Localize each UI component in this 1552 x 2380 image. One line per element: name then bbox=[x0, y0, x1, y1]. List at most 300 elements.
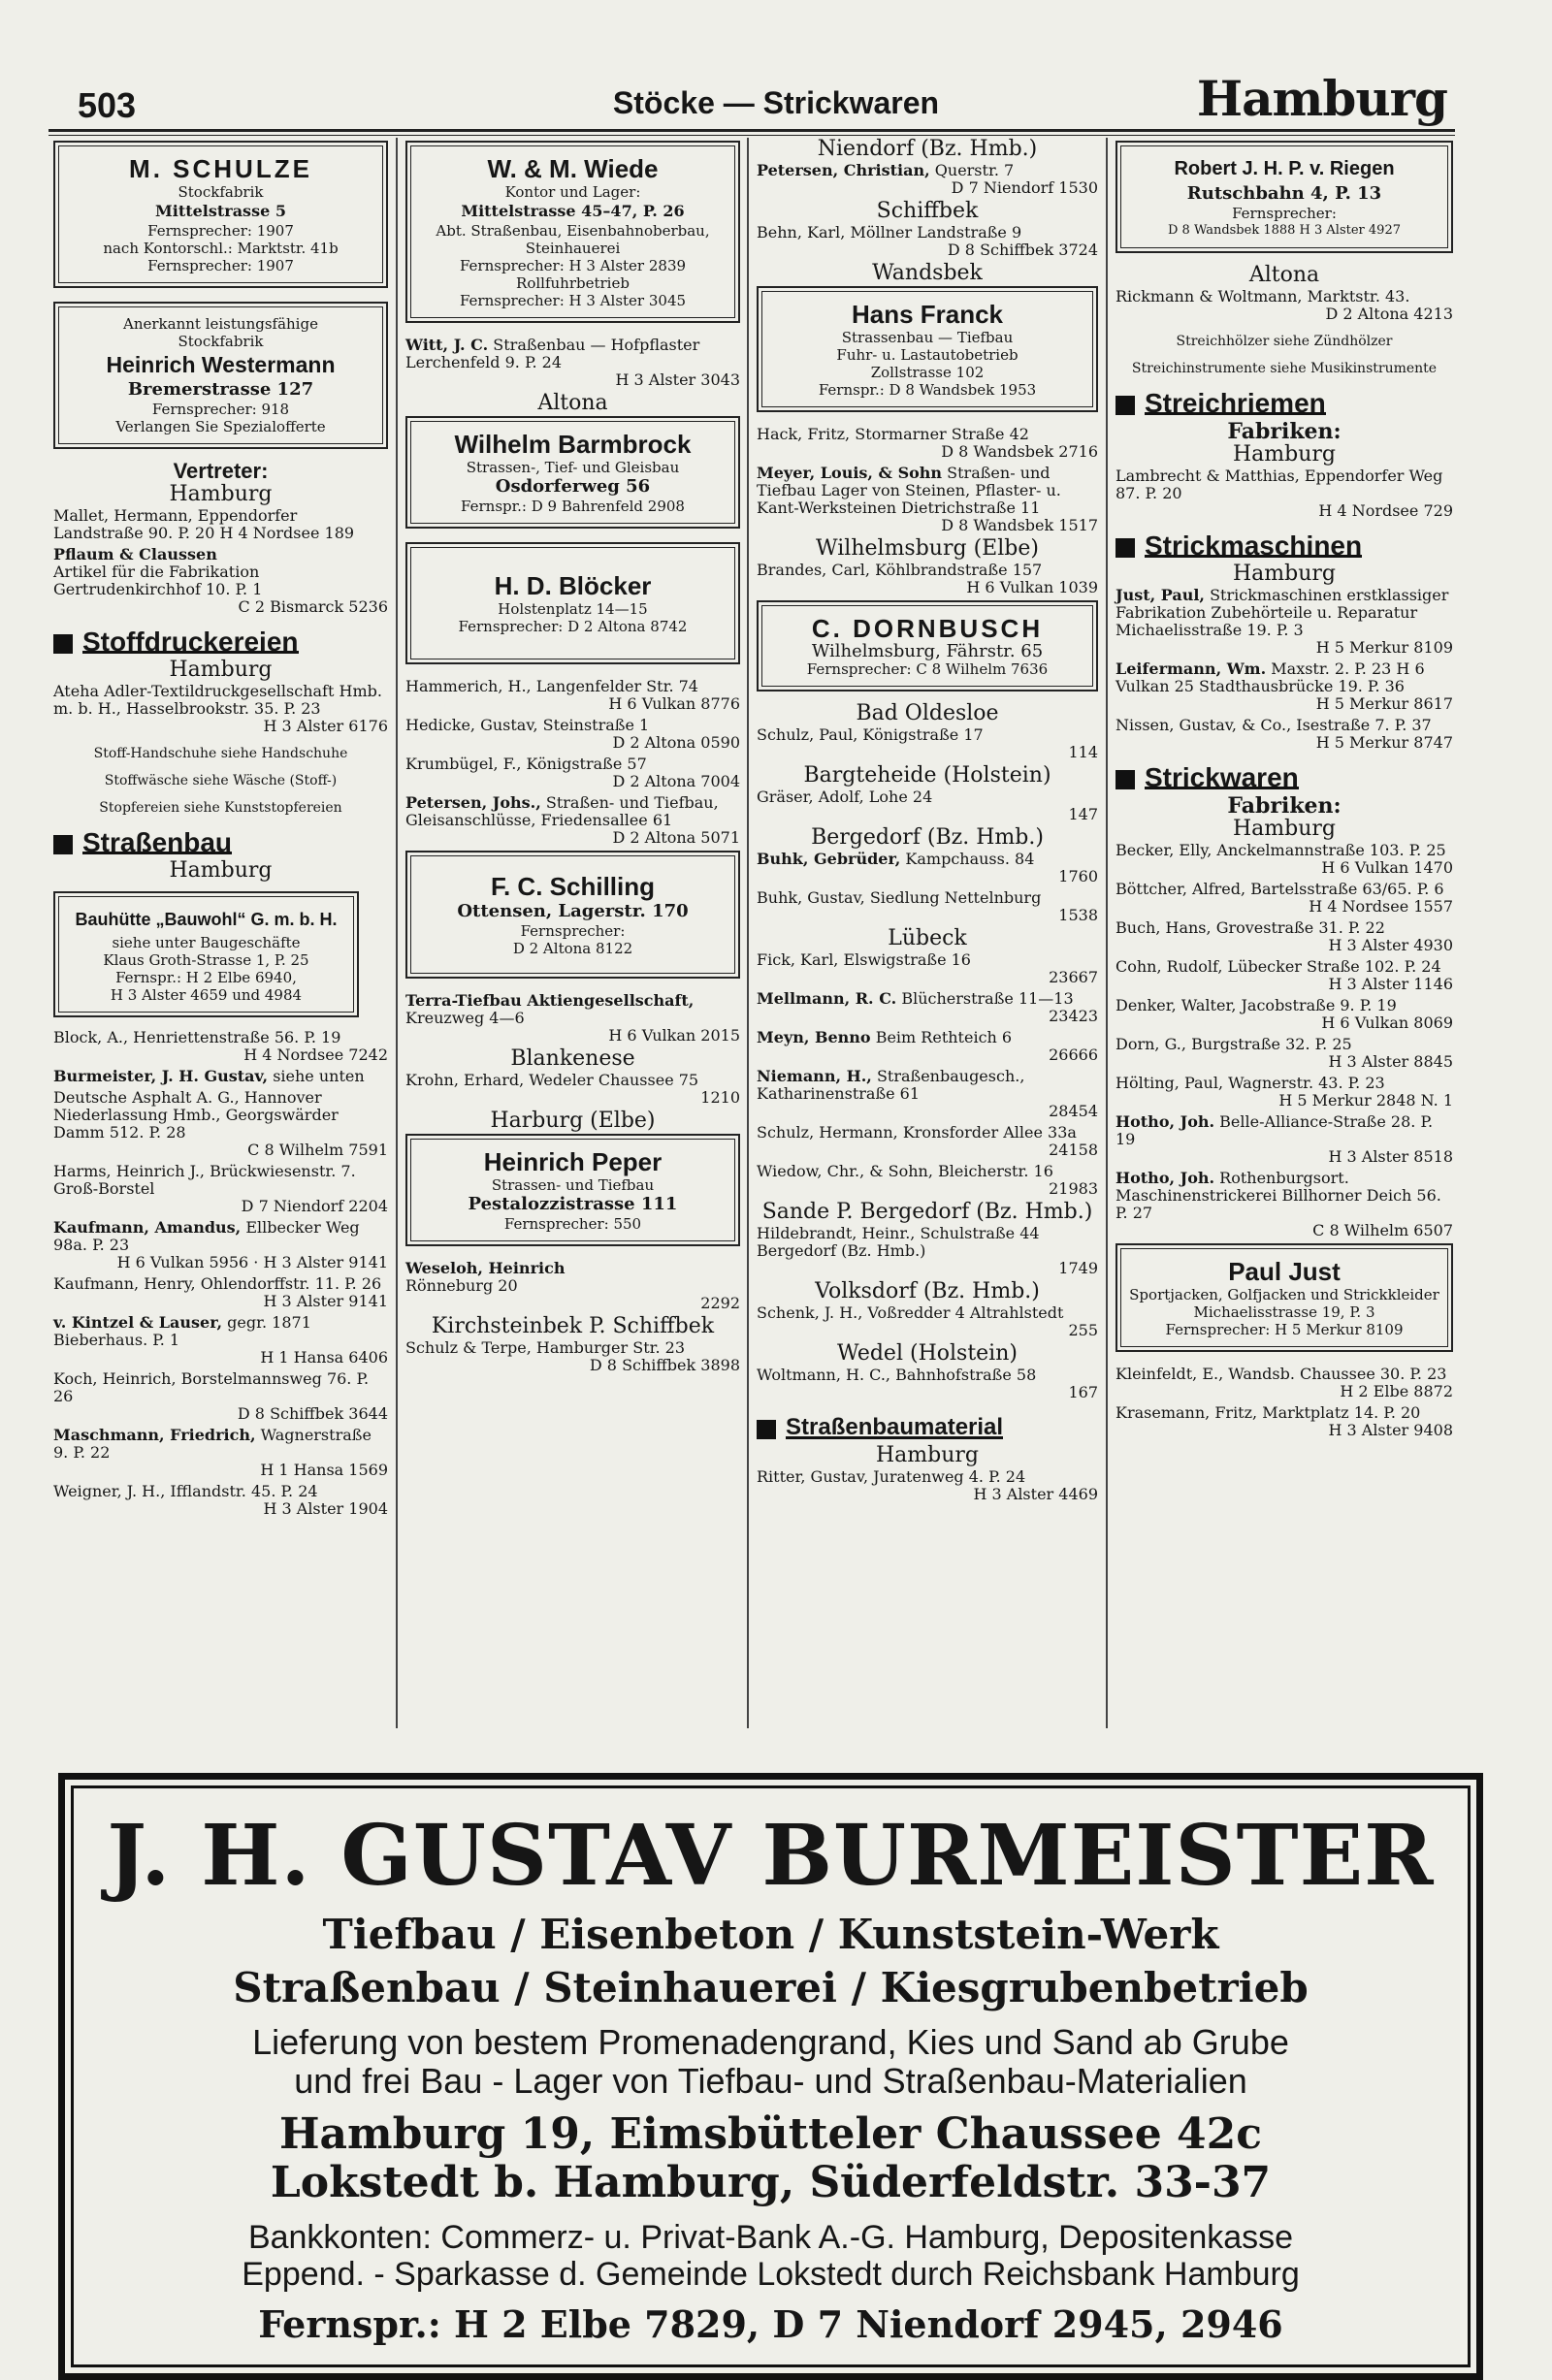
ad-line: Fernsprecher: H 3 Alster 3045 bbox=[459, 292, 687, 309]
square-bullet-icon bbox=[53, 634, 73, 654]
entry-name: Koch, Heinrich, bbox=[53, 1369, 177, 1388]
list-item bbox=[757, 1367, 1098, 1401]
ad-phone: Fernspr.: H 2 Elbe 7829, D 7 Niendorf 2945, 2946 bbox=[258, 2302, 1283, 2346]
list-item bbox=[757, 224, 1098, 259]
column-3 bbox=[757, 137, 1098, 1507]
entry-phone: H 5 Merkur 2848 N. 1 bbox=[1278, 1091, 1453, 1110]
ad-line: Mittelstrasse 5 bbox=[155, 202, 286, 220]
entry-name: Petersen, Johs., bbox=[405, 793, 541, 812]
city-heading: Altona bbox=[1248, 263, 1320, 287]
entry-phone: 21983 bbox=[1049, 1179, 1098, 1198]
ad-line: Fernspr.: H 2 Elbe 6940, bbox=[115, 969, 297, 986]
entry-name: Meyn, Benno bbox=[757, 1028, 871, 1046]
list-item bbox=[757, 726, 1098, 761]
list-item bbox=[405, 337, 740, 389]
list-item bbox=[1116, 587, 1453, 657]
entry-phone: H 4 Nordsee 729 bbox=[1318, 501, 1453, 520]
list-item bbox=[1116, 881, 1453, 916]
ad-title: H. D. Blöcker bbox=[494, 571, 652, 600]
entry-phone: H 6 Vulkan 2015 bbox=[608, 1026, 740, 1045]
list-item bbox=[405, 794, 740, 847]
entry-name: Pflaum & Claussen bbox=[53, 545, 217, 563]
list-item bbox=[1116, 1366, 1453, 1400]
entry-text: Hannover Niederlassung Hmb., Georgswärder Damm 512. P. 28 bbox=[53, 1088, 339, 1142]
list-item bbox=[53, 1314, 388, 1367]
ad-title: C. DORNBUSCH bbox=[811, 614, 1044, 643]
ad-line: Fernsprecher: H 5 Merkur 8109 bbox=[1165, 1321, 1404, 1338]
entry-text: Schenk, J. H., Voßredder 4 Altrahlstedt bbox=[757, 1303, 1064, 1322]
entry-name: Krumbügel, F., bbox=[405, 755, 522, 773]
entry-text: Gräser, Adolf, Lohe 24 bbox=[757, 788, 933, 806]
entry-name: Niemann, H., bbox=[757, 1067, 872, 1085]
entry-text: Schulz, Paul, Königstraße 17 bbox=[757, 725, 984, 744]
list-item bbox=[1116, 660, 1453, 713]
section-heading bbox=[1116, 531, 1453, 561]
list-item bbox=[405, 992, 740, 1045]
entry-phone: H 3 Alster 9408 bbox=[1328, 1421, 1453, 1439]
ad-delivery-1: Lieferung von bestem Promenadengrand, Kies und Sand ab Grube bbox=[252, 2022, 1289, 2062]
entry-name: Burmeister, J. H. Gustav, bbox=[53, 1067, 269, 1085]
entry-phone: 255 bbox=[1068, 1321, 1098, 1339]
entry-name: Leifermann, Wm. bbox=[1116, 659, 1267, 678]
section-title: Stoffdruckereien bbox=[82, 627, 299, 657]
list-item bbox=[53, 1029, 388, 1064]
list-item bbox=[757, 788, 1098, 823]
ad-box-dornbusch bbox=[757, 600, 1098, 691]
entry-phone: H 2 Elbe 8872 bbox=[1340, 1382, 1453, 1400]
list-item: Mallet, Hermann, Eppendorfer Landstraße 90. P. 20 H 4 Nordsee 189 bbox=[53, 506, 355, 542]
list-item bbox=[757, 1029, 1098, 1064]
section-title: Strickmaschinen bbox=[1145, 531, 1363, 561]
ad-line: Sportjacken, Golfjacken und Strickkleider bbox=[1129, 1286, 1439, 1303]
list-item bbox=[1116, 467, 1453, 520]
entry-name: Denker, Walter, bbox=[1116, 996, 1237, 1014]
entry-phone: H 3 Alster 8845 bbox=[1328, 1052, 1453, 1071]
ad-line: Mittelstrasse 45–47, P. 26 bbox=[461, 202, 685, 220]
square-bullet-icon bbox=[1116, 396, 1135, 415]
entry-phone: D 8 Schiffbek 3898 bbox=[589, 1356, 740, 1374]
section-heading bbox=[757, 1414, 1098, 1440]
ad-line: Fernsprecher: 918 bbox=[151, 401, 290, 418]
list-item bbox=[1116, 288, 1453, 323]
ad-title: Heinrich Westermann bbox=[106, 352, 336, 377]
ad-line: Rollfuhrbetrieb bbox=[516, 274, 630, 292]
entry-text: Elswigstraße 16 bbox=[843, 950, 971, 969]
city-heading: Wandsbek bbox=[872, 261, 983, 285]
ad-line: Fernsprecher: bbox=[1232, 205, 1337, 222]
entry-name: Weigner, J. H., bbox=[53, 1482, 166, 1500]
list-item bbox=[757, 1163, 1098, 1198]
city-heading: Hamburg bbox=[1232, 442, 1336, 466]
header-city: Hamburg bbox=[1196, 70, 1447, 127]
section-heading bbox=[1116, 388, 1453, 418]
entry-text: Henriettenstraße 56. P. 19 bbox=[133, 1028, 341, 1046]
ad-box-franck bbox=[757, 286, 1098, 412]
entry-text: Brückwiesenstr. 7. Groß-Borstel bbox=[53, 1162, 356, 1198]
entry-name: Hammerich, H., bbox=[405, 677, 532, 695]
entry-text: Belle-Alliance-Straße 28. P. 19 bbox=[1116, 1112, 1434, 1148]
entry-phone: 28454 bbox=[1049, 1102, 1098, 1120]
ad-services-1: Tiefbau / Eisenbeton / Kunststein-Werk bbox=[322, 1911, 1219, 1958]
entry-name: Hedicke, Gustav, bbox=[405, 716, 538, 734]
square-bullet-icon bbox=[53, 835, 73, 854]
entry-phone: D 2 Altona 5071 bbox=[612, 828, 740, 847]
list-item bbox=[1116, 1075, 1453, 1110]
list-item bbox=[405, 678, 740, 713]
entry-name: Krasemann, Fritz, bbox=[1116, 1403, 1258, 1422]
entry-text: Artikel für die Fabrikation Gertrudenkirchhof 10. P. 1 bbox=[53, 563, 263, 598]
ad-line: Fernsprecher: bbox=[520, 922, 626, 940]
entry-text: Straßenbau — Hofpflaster Lerchenfeld 9. P. 24 bbox=[405, 336, 700, 371]
city-heading: Hamburg bbox=[169, 858, 273, 883]
list-item bbox=[405, 1339, 740, 1374]
section-title: Strickwaren bbox=[1145, 762, 1299, 792]
entry-phone: C 2 Bismarck 5236 bbox=[238, 597, 388, 616]
ad-line: Zollstrasse 102 bbox=[870, 364, 985, 381]
burmeister-advertisement bbox=[58, 1773, 1483, 2380]
entry-name: Schulz, Hermann, bbox=[757, 1123, 898, 1142]
ad-line: Rutschbahn 4, P. 13 bbox=[1186, 183, 1382, 204]
entry-phone: H 3 Alster 4469 bbox=[973, 1485, 1098, 1503]
entry-name: Krohn, Erhard, bbox=[405, 1071, 525, 1089]
ad-title: W. & M. Wiede bbox=[487, 154, 659, 183]
entry-phone: H 3 Alster 6176 bbox=[263, 717, 388, 735]
list-item bbox=[757, 162, 1098, 197]
ad-line: Abt. Straßenbau, Eisenbahnoberbau, Steinhauerei bbox=[436, 222, 710, 257]
entry-phone: 114 bbox=[1068, 743, 1098, 761]
ad-title: M. SCHULZE bbox=[129, 154, 312, 183]
entry-phone: C 8 Wilhelm 6507 bbox=[1312, 1221, 1453, 1239]
section-title: Straßenbaumaterial bbox=[786, 1414, 1004, 1440]
entry-phone: 1760 bbox=[1058, 867, 1098, 885]
entry-name: Becker, Elly, bbox=[1116, 841, 1212, 859]
entry-text: Woltmann, H. C., Bahnhofstraße 58 bbox=[757, 1366, 1037, 1384]
entry-text: Wedeler Chaussee 75 bbox=[529, 1071, 699, 1089]
list-item bbox=[53, 1219, 388, 1271]
entry-phone: H 6 Vulkan 8069 bbox=[1321, 1013, 1453, 1032]
ad-line: Holstenplatz 14—15 bbox=[498, 600, 648, 618]
list-item bbox=[757, 990, 1098, 1025]
ad-line: siehe unter Baugeschäfte bbox=[112, 934, 301, 951]
entry-phone: H 3 Alster 3043 bbox=[615, 370, 740, 389]
entry-phone: D 8 Wandsbek 1517 bbox=[941, 516, 1098, 534]
ad-box-bauhuette bbox=[53, 891, 359, 1017]
city-heading: Schiffbek bbox=[876, 199, 979, 223]
list-item bbox=[53, 1068, 388, 1085]
ad-box-peper bbox=[405, 1134, 740, 1246]
entry-text: Lübecker Straße 102. P. 24 bbox=[1227, 957, 1441, 976]
entry-name: Buch, Hans, bbox=[1116, 918, 1212, 937]
list-item bbox=[53, 1483, 388, 1518]
entry-phone: 2292 bbox=[700, 1294, 740, 1312]
entry-name: Meyer, Louis, & Sohn bbox=[757, 464, 943, 482]
list-item bbox=[757, 1468, 1098, 1503]
city-heading: Lübeck bbox=[888, 926, 967, 950]
ad-line: Kontor und Lager: bbox=[504, 183, 641, 201]
vertreter-heading: Vertreter: bbox=[173, 459, 269, 483]
entry-text: Kampchauss. 84 bbox=[905, 850, 1035, 868]
ad-line: Stockfabrik bbox=[178, 183, 264, 201]
entry-name: v. Kintzel & Lauser, bbox=[53, 1313, 223, 1332]
ad-line: Bremerstrasse 127 bbox=[127, 379, 314, 400]
list-item bbox=[1116, 919, 1453, 954]
ad-delivery-2: und frei Bau - Lager von Tiefbau- und Straßenbau-Materialien bbox=[294, 2061, 1247, 2101]
entry-phone: 1538 bbox=[1058, 906, 1098, 924]
entry-text: Bartelsstraße 63/65. P. 6 bbox=[1250, 880, 1444, 898]
ad-line: Fernsprecher: 1907 bbox=[147, 222, 294, 240]
entry-name: Cohn, Rudolf, bbox=[1116, 957, 1223, 976]
list-item bbox=[757, 889, 1098, 924]
list-item bbox=[1116, 1404, 1453, 1439]
list-item bbox=[53, 546, 388, 616]
entry-phone: 147 bbox=[1068, 805, 1098, 823]
entry-phone: H 6 Vulkan 8776 bbox=[608, 694, 740, 713]
list-item bbox=[757, 1225, 1098, 1277]
list-item bbox=[53, 683, 388, 735]
entry-text: Ifflandstr. 45. P. 24 bbox=[170, 1482, 318, 1500]
city-heading: Kirchsteinbek P. Schiffbek bbox=[431, 1314, 715, 1338]
ad-box-barmbrock bbox=[405, 416, 740, 529]
city-heading: Hamburg bbox=[1232, 562, 1336, 586]
ad-line: Strassenbau — Tiefbau bbox=[841, 329, 1014, 346]
entry-name: Hotho, Joh. bbox=[1116, 1112, 1215, 1131]
entry-text: Querstr. 7 bbox=[934, 161, 1015, 179]
entry-name: Kleinfeldt, E., bbox=[1116, 1365, 1224, 1383]
entry-text: Steinstraße 1 bbox=[542, 716, 650, 734]
entry-name: Block, A., bbox=[53, 1028, 129, 1046]
list-item bbox=[405, 756, 740, 790]
entry-text: Rothenburgsort. Maschinenstrickerei Billhorner Deich 56. P. 27 bbox=[1116, 1169, 1441, 1222]
column-2 bbox=[405, 141, 740, 1378]
ad-box-schilling bbox=[405, 851, 740, 979]
entry-phone: H 5 Merkur 8109 bbox=[1315, 638, 1453, 657]
entry-text: siehe unten bbox=[273, 1067, 365, 1085]
column-divider bbox=[747, 138, 749, 1728]
entry-text: Wagnerstr. 43. P. 23 bbox=[1228, 1074, 1385, 1092]
ad-line: Fernsprecher: 1907 bbox=[147, 257, 294, 274]
entry-text: Ohlendorffstr. 11. P. 26 bbox=[200, 1274, 382, 1293]
cross-reference: Stoffwäsche siehe Wäsche (Stoff-) bbox=[104, 773, 338, 788]
ad-title: Paul Just bbox=[1228, 1257, 1341, 1286]
list-item bbox=[1116, 842, 1453, 877]
city-heading: Bergedorf (Bz. Hmb.) bbox=[811, 825, 1044, 850]
list-item bbox=[1116, 997, 1453, 1032]
entry-text: Buhk, Gustav, Siedlung Nettelnburg bbox=[757, 888, 1042, 907]
section-heading bbox=[53, 827, 388, 857]
ad-line: Fernspr.: D 8 Wandsbek 1953 bbox=[818, 381, 1037, 399]
column-4 bbox=[1116, 141, 1453, 1443]
column-divider bbox=[1106, 138, 1108, 1728]
cross-reference: Stoff-Handschuhe siehe Handschuhe bbox=[93, 746, 348, 761]
list-item bbox=[53, 1089, 388, 1159]
entry-text: Burgstraße 32. P. 25 bbox=[1191, 1035, 1352, 1053]
city-heading: Bargteheide (Holstein) bbox=[803, 763, 1051, 788]
square-bullet-icon bbox=[1116, 770, 1135, 789]
list-item bbox=[757, 465, 1098, 534]
entry-phone: D 7 Niendorf 2204 bbox=[241, 1197, 388, 1215]
entry-phone: H 1 Hansa 1569 bbox=[260, 1461, 388, 1479]
list-item bbox=[53, 1427, 388, 1479]
entry-phone: C 8 Wilhelm 7591 bbox=[247, 1141, 388, 1159]
ad-title: Heinrich Peper bbox=[483, 1147, 663, 1176]
list-item bbox=[757, 1068, 1098, 1120]
ad-line: Strassen-, Tief- und Gleisbau bbox=[466, 459, 680, 476]
cross-reference: Streichhölzer siehe Zündhölzer bbox=[1176, 334, 1393, 349]
entry-phone: H 5 Merkur 8617 bbox=[1315, 694, 1453, 713]
city-heading: Blankenese bbox=[510, 1046, 635, 1071]
entry-phone: H 5 Merkur 8747 bbox=[1315, 733, 1453, 752]
list-item bbox=[405, 1072, 740, 1107]
entry-name: Deutsche Asphalt A. G., bbox=[53, 1088, 240, 1107]
square-bullet-icon bbox=[757, 1420, 776, 1439]
ad-title: Robert J. H. P. v. Riegen bbox=[1174, 158, 1395, 179]
entry-name: Witt, J. C. bbox=[405, 336, 489, 354]
entry-name: Böttcher, Alfred, bbox=[1116, 880, 1246, 898]
ad-title: F. C. Schilling bbox=[490, 872, 655, 901]
entry-name: Kaufmann, Henry, bbox=[53, 1274, 196, 1293]
list-item bbox=[757, 426, 1098, 461]
ad-company-name: J. H. GUSTAV BURMEISTER bbox=[107, 1807, 1435, 1905]
entry-text: Königstraße 57 bbox=[526, 755, 647, 773]
subheading: Fabriken: bbox=[1227, 793, 1342, 819]
ad-line: Stockfabrik bbox=[178, 333, 264, 350]
ad-line: Klaus Groth-Strasse 1, P. 25 bbox=[103, 951, 309, 969]
entry-text: Blücherstraße 11—13 bbox=[901, 989, 1074, 1008]
entry-text: Rönneburg 20 bbox=[405, 1276, 518, 1295]
ad-title: Wilhelm Barmbrock bbox=[454, 430, 692, 459]
ad-address-2: Lokstedt b. Hamburg, Süderfeldstr. 33-37 bbox=[270, 2158, 1272, 2207]
city-heading: Hamburg bbox=[169, 482, 273, 506]
ad-line: Strassen- und Tiefbau bbox=[491, 1176, 655, 1194]
entry-phone: H 6 Vulkan 1039 bbox=[966, 578, 1098, 596]
ad-title: Bauhütte „Bauwohl“ G. m. b. H. bbox=[75, 910, 338, 929]
ad-box-wiede bbox=[405, 141, 740, 323]
ad-box-riegen bbox=[1116, 141, 1453, 253]
entry-phone: H 6 Vulkan 1470 bbox=[1321, 858, 1453, 877]
entry-text: Kreuzweg 4—6 bbox=[405, 1009, 525, 1027]
entry-name: Hotho, Joh. bbox=[1116, 1169, 1215, 1187]
page-title: Stöcke — Strickwaren bbox=[612, 85, 940, 120]
entry-text: Wandsb. Chaussee 30. P. 23 bbox=[1228, 1365, 1447, 1383]
ad-line: Wilhelmsburg, Fährstr. 65 bbox=[811, 641, 1044, 661]
entry-phone: H 3 Alster 1904 bbox=[263, 1499, 388, 1518]
city-heading: Hamburg bbox=[1232, 817, 1336, 841]
list-item bbox=[757, 562, 1098, 596]
ad-line: Osdorferweg 56 bbox=[495, 476, 651, 497]
entry-phone: 26666 bbox=[1049, 1045, 1098, 1064]
city-heading: Altona bbox=[537, 391, 608, 415]
cross-reference: Stopfereien siehe Kunststopfereien bbox=[99, 800, 342, 816]
entry-name: Dorn, G., bbox=[1116, 1035, 1186, 1053]
city-heading: Wedel (Holstein) bbox=[837, 1341, 1018, 1366]
section-title: Streichriemen bbox=[1145, 388, 1326, 418]
ad-box-westermann bbox=[53, 302, 388, 449]
entry-text: Grovestraße 31. P. 22 bbox=[1215, 918, 1385, 937]
city-heading: Volksdorf (Bz. Hmb.) bbox=[815, 1279, 1040, 1303]
entry-name: Kaufmann, Amandus, bbox=[53, 1218, 242, 1237]
cross-reference: Streichinstrumente siehe Musikinstrumente bbox=[1131, 361, 1438, 376]
ad-line: D 2 Altona 8122 bbox=[512, 940, 633, 957]
entry-text: Jacobstraße 9. P. 19 bbox=[1241, 996, 1397, 1014]
entry-text: Straßenbaugesch., Katharinenstraße 61 bbox=[757, 1067, 1025, 1103]
ad-line: H 3 Alster 4659 und 4984 bbox=[110, 986, 303, 1004]
city-heading: Wilhelmsburg (Elbe) bbox=[816, 536, 1039, 561]
entry-phone: D 7 Niendorf 1530 bbox=[951, 178, 1098, 197]
entry-phone: D 8 Schiffbek 3644 bbox=[237, 1404, 388, 1423]
entry-name: Just, Paul, bbox=[1116, 586, 1205, 604]
ad-line: Verlangen Sie Spezialofferte bbox=[115, 418, 326, 435]
entry-phone: 1210 bbox=[700, 1088, 740, 1107]
entry-text: Nissen, Gustav, & Co., Isestraße 7. P. 37 bbox=[1116, 716, 1432, 734]
entry-text: Strickmaschinen erstklassiger Fabrikation Zubehörteile u. Reparatur Michaelisstraße 19. P. 3 bbox=[1116, 586, 1449, 639]
ad-line: Fernsprecher: H 3 Alster 2839 bbox=[459, 257, 687, 274]
entry-text: Behn, Karl, Möllner Landstraße 9 bbox=[757, 223, 1022, 241]
city-heading: Hamburg bbox=[169, 658, 273, 682]
city-heading: Bad Oldesloe bbox=[856, 701, 999, 725]
list-item bbox=[405, 1260, 740, 1312]
entry-phone: 23423 bbox=[1049, 1007, 1098, 1025]
entry-text: Kronsforder Allee 33a bbox=[902, 1123, 1077, 1142]
entry-text: Ellbecker Weg 98a. P. 23 bbox=[53, 1218, 360, 1254]
entry-phone: H 3 Alster 4930 bbox=[1328, 936, 1453, 954]
section-heading bbox=[53, 627, 388, 657]
entry-phone: D 2 Altona 0590 bbox=[612, 733, 740, 752]
entry-phone: H 4 Nordsee 7242 bbox=[243, 1045, 388, 1064]
ad-line: Fernspr.: D 9 Bahrenfeld 2908 bbox=[461, 498, 685, 515]
entry-phone: 167 bbox=[1068, 1383, 1098, 1401]
ad-line: nach Kontorschl.: Marktstr. 41b bbox=[103, 240, 339, 257]
entry-name: Fick, Karl, bbox=[757, 950, 839, 969]
header-rule bbox=[48, 129, 1455, 136]
city-heading: Sande P. Bergedorf (Bz. Hmb.) bbox=[761, 1200, 1093, 1224]
entry-text: Rickmann & Woltmann, Marktstr. 43. bbox=[1116, 287, 1410, 306]
entry-text: Straßen- und Tiefbau Lager von Steinen, Pflaster- u. Kant-Werksteinen Dietrichstraße 11 bbox=[757, 464, 1061, 517]
list-item bbox=[53, 1370, 388, 1423]
entry-name: Hack, Fritz, bbox=[757, 425, 851, 443]
entry-text: Marktplatz 14. P. 20 bbox=[1262, 1403, 1421, 1422]
entry-name: Wiedow, Chr., & Sohn, bbox=[757, 1162, 933, 1180]
section-heading bbox=[1116, 762, 1453, 792]
entry-phone: D 2 Altona 4213 bbox=[1325, 305, 1453, 323]
column-1 bbox=[53, 141, 388, 1522]
entry-phone: H 1 Hansa 6406 bbox=[260, 1348, 388, 1367]
entry-text: Beim Rethteich 6 bbox=[875, 1028, 1013, 1046]
entry-text: Maxstr. 2. P. 23 H 6 Vulkan 25 Stadthausbrücke 19. P. 36 bbox=[1116, 659, 1425, 695]
list-item bbox=[757, 851, 1098, 885]
entry-text: Brandes, Carl, Köhlbrandstraße 157 bbox=[757, 561, 1043, 579]
entry-name: Weseloh, Heinrich bbox=[405, 1259, 566, 1277]
entry-text: Hildebrandt, Heinr., Schulstraße 44 Bergedorf (Bz. Hmb.) bbox=[757, 1224, 1040, 1260]
entry-phone: D 8 Schiffbek 3724 bbox=[947, 241, 1098, 259]
ad-line: Michaelisstrasse 19, P. 3 bbox=[1193, 1303, 1375, 1321]
ad-box-schulze bbox=[53, 141, 388, 288]
ad-line: Pestalozzistrasse 111 bbox=[468, 1194, 678, 1214]
ad-services-2: Straßenbau / Steinhauerei / Kiesgrubenbetrieb bbox=[233, 1964, 1309, 2011]
list-item bbox=[1116, 1170, 1453, 1239]
list-item bbox=[1116, 1036, 1453, 1071]
entry-name: Petersen, Christian, bbox=[757, 161, 930, 179]
ad-address-1: Hamburg 19, Eimsbütteler Chaussee 42c bbox=[278, 2109, 1263, 2159]
page-number: 503 bbox=[78, 85, 137, 125]
entry-text: Langenfelder Str. 74 bbox=[535, 677, 698, 695]
ad-box-just bbox=[1116, 1243, 1453, 1352]
ad-line: D 8 Wandsbek 1888 H 3 Alster 4927 bbox=[1168, 223, 1401, 238]
entry-text: Lambrecht & Matthias, Eppendorfer Weg 87. P. 20 bbox=[1116, 466, 1443, 502]
subheading: Fabriken: bbox=[1227, 419, 1342, 444]
entry-phone: D 8 Wandsbek 2716 bbox=[941, 442, 1098, 461]
column-divider bbox=[396, 138, 398, 1728]
city-heading: Hamburg bbox=[875, 1443, 979, 1467]
